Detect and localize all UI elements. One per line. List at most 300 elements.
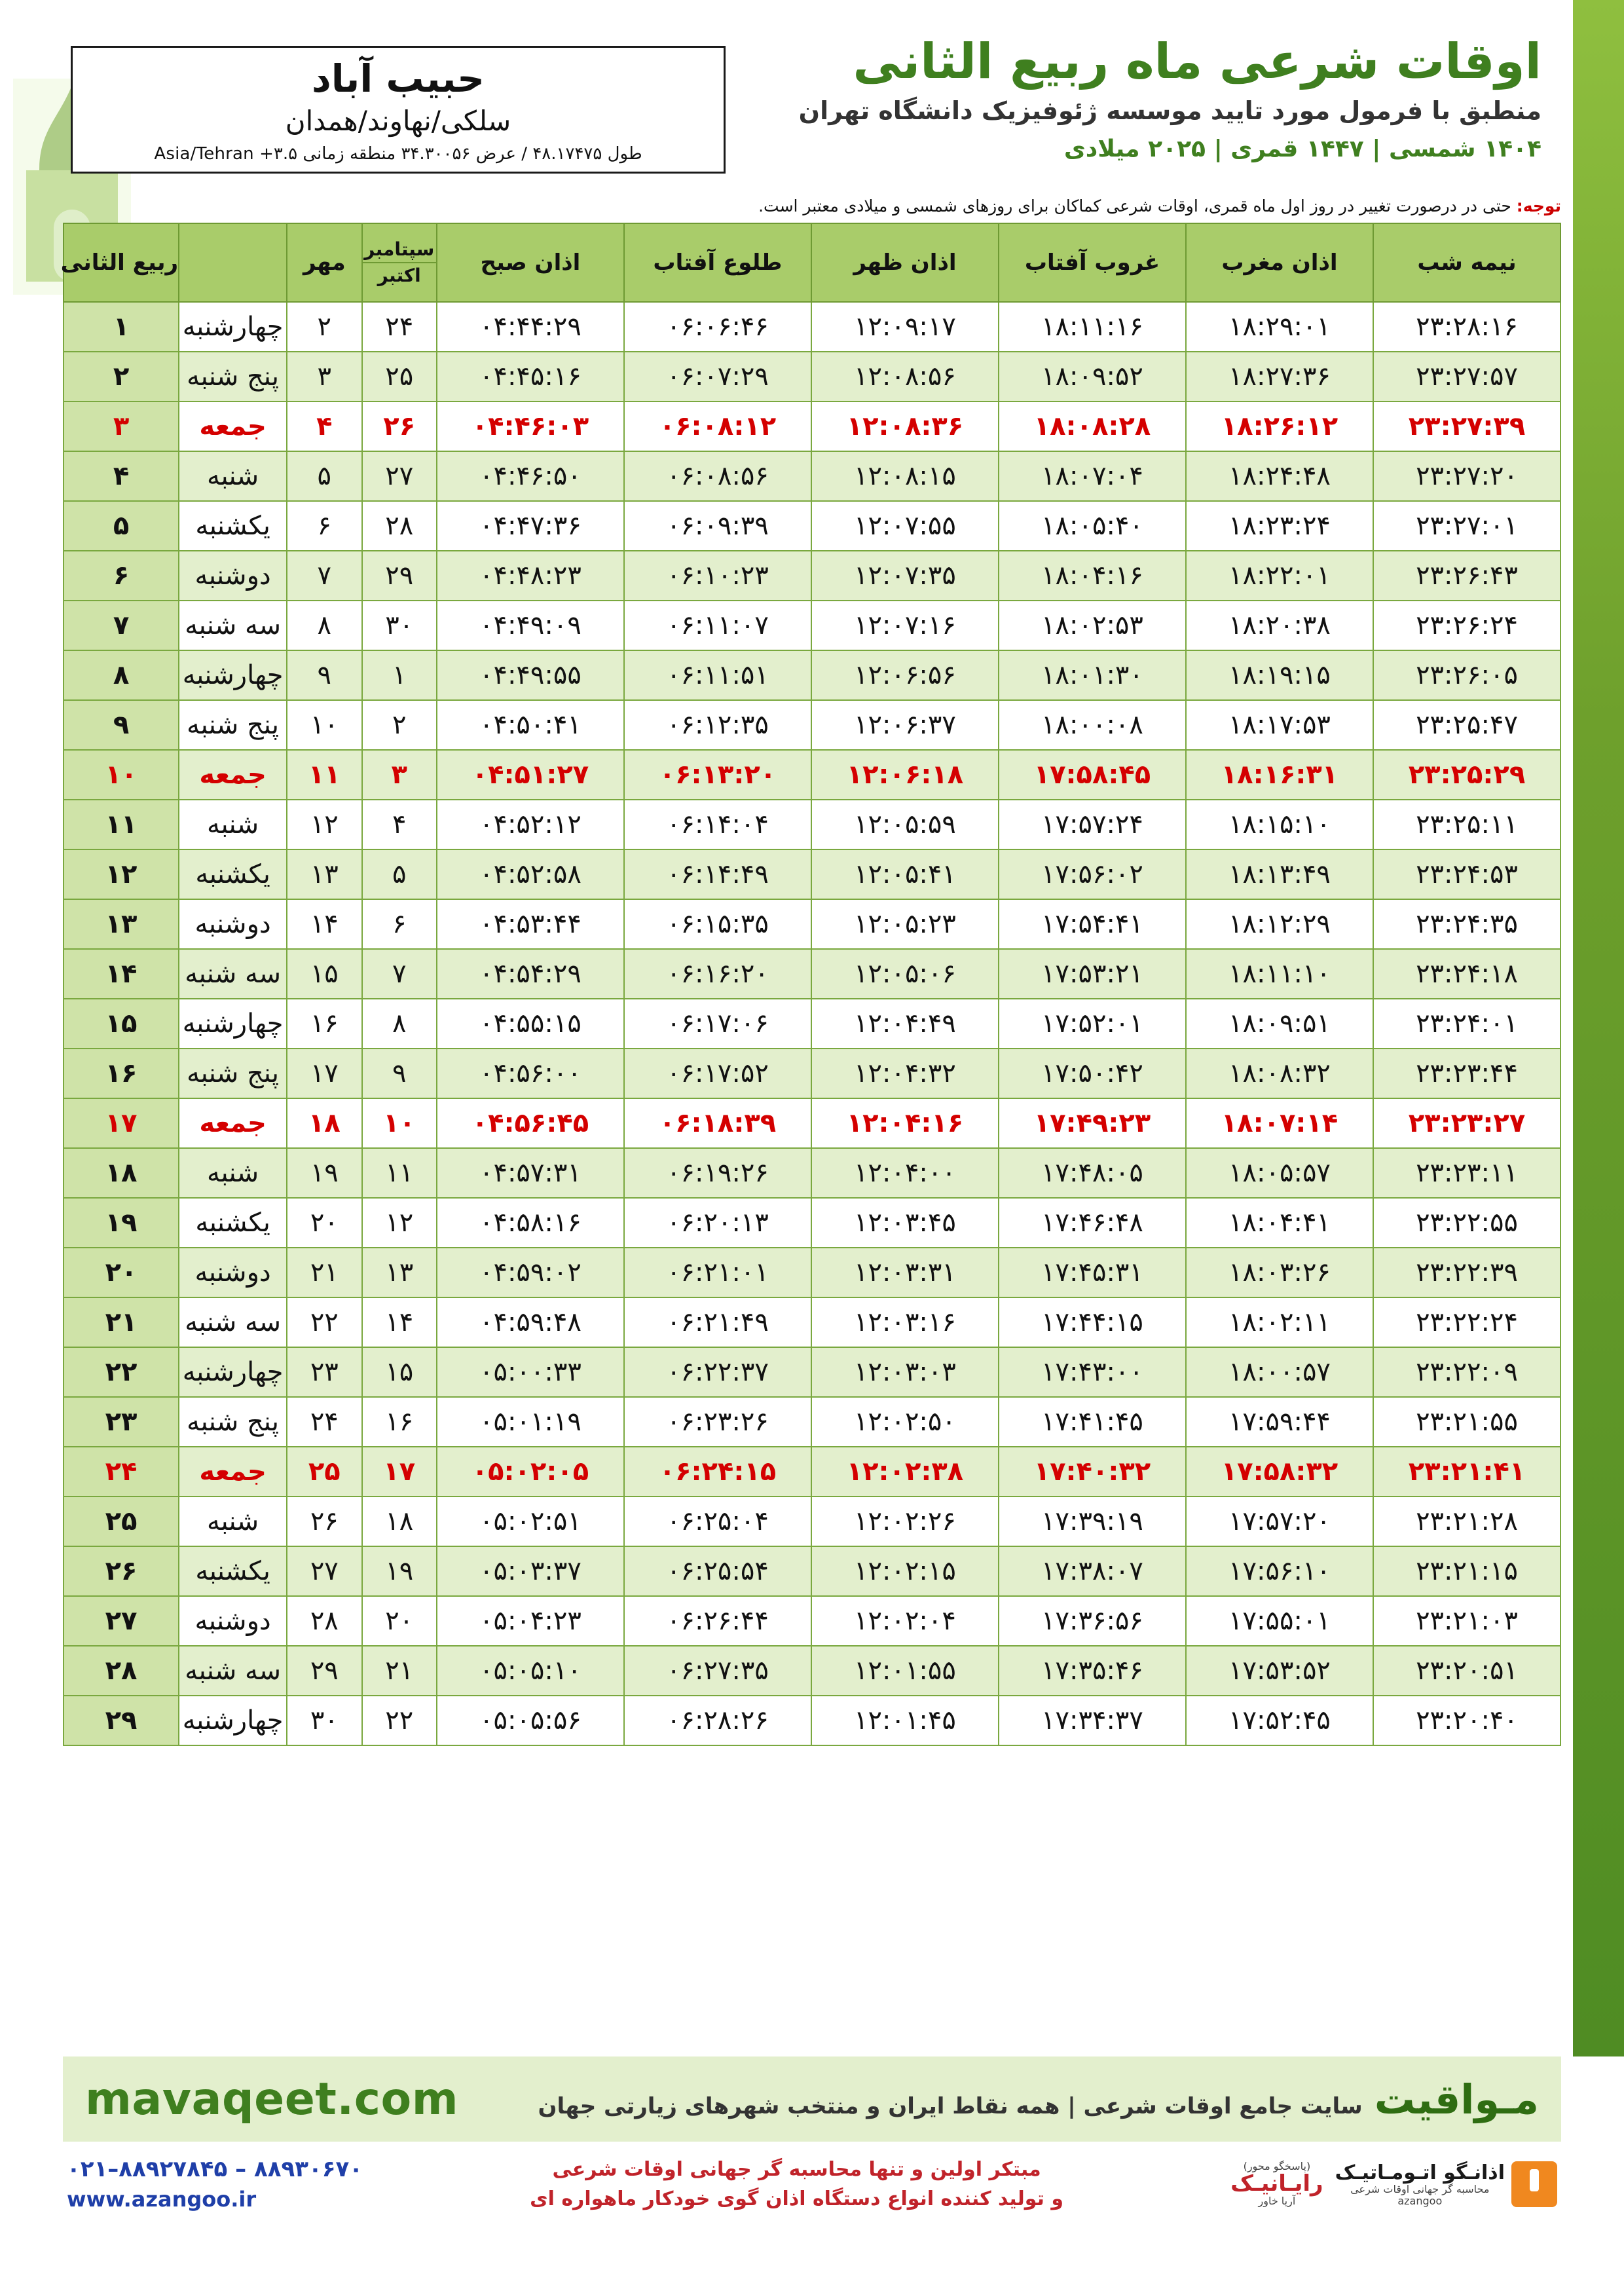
cell-dhuhr: ۱۲:۰۵:۴۱ (811, 849, 999, 899)
cell-midnight: ۲۳:۲۱:۰۳ (1373, 1596, 1560, 1646)
cell-rabi-day: ۱۸ (64, 1148, 179, 1198)
cell-gregorian-day: ۱ (362, 650, 437, 700)
cell-midnight: ۲۳:۲۷:۵۷ (1373, 352, 1560, 401)
cell-rabi-day: ۲۰ (64, 1248, 179, 1297)
cell-mehr-day: ۲۶ (287, 1497, 361, 1546)
cell-maghrib: ۱۸:۰۸:۳۲ (1186, 1049, 1373, 1098)
calendar-years: ۱۴۰۴ شمسی | ۱۴۴۷ قمری | ۲۰۲۵ میلادی (1063, 136, 1541, 163)
cell-maghrib: ۱۸:۰۲:۱۱ (1186, 1297, 1373, 1347)
cell-dhuhr: ۱۲:۰۷:۱۶ (811, 601, 999, 650)
cell-mehr-day: ۱۲ (287, 800, 361, 849)
cell-gregorian-day: ۱۵ (362, 1347, 437, 1397)
cell-midnight: ۲۳:۲۴:۰۱ (1373, 999, 1560, 1049)
cell-dhuhr: ۱۲:۰۷:۵۵ (811, 501, 999, 551)
cell-fajr: ۰۴:۵۹:۴۸ (437, 1297, 624, 1347)
cell-midnight: ۲۳:۲۱:۲۸ (1373, 1497, 1560, 1546)
table-row (64, 1148, 1560, 1198)
cell-weekday: شنبه (179, 1148, 287, 1198)
cell-sunset: ۱۸:۰۲:۵۳ (999, 601, 1186, 650)
cell-weekday: شنبه (179, 800, 287, 849)
cell-fajr: ۰۵:۰۵:۱۰ (437, 1646, 624, 1696)
cell-midnight: ۲۳:۲۲:۵۵ (1373, 1198, 1560, 1248)
cell-rabi-day: ۱۵ (64, 999, 179, 1049)
cell-weekday: جمعه (179, 1447, 287, 1497)
azangoo-logo-text (1335, 2162, 1505, 2206)
brand-name-fa: مـواقیت (1374, 2075, 1539, 2123)
cell-sunrise: ۰۶:۰۷:۲۹ (624, 352, 811, 401)
cell-maghrib: ۱۸:۱۶:۳۱ (1186, 750, 1373, 800)
cell-fajr: ۰۴:۵۳:۴۴ (437, 899, 624, 949)
cell-maghrib: ۱۷:۵۲:۴۵ (1186, 1696, 1373, 1745)
cell-dhuhr: ۱۲:۰۲:۱۵ (811, 1546, 999, 1596)
contact-website[interactable]: www.azangoo.ir (67, 2187, 257, 2212)
cell-fajr: ۰۴:۴۹:۰۹ (437, 601, 624, 650)
cell-sunset: ۱۸:۱۱:۱۶ (999, 302, 1186, 352)
cell-midnight: ۲۳:۲۶:۲۴ (1373, 601, 1560, 650)
brand-tagline: سایت جامع اوقات شرعی | همه نقاط ایران و منتخب شهرهای زیارتی جهان (538, 2093, 1363, 2119)
cell-weekday: دوشنبه (179, 1596, 287, 1646)
cell-rabi-day: ۵ (64, 501, 179, 551)
title-block (703, 35, 1541, 162)
cell-midnight: ۲۳:۲۰:۴۰ (1373, 1696, 1560, 1745)
cell-sunset: ۱۷:۵۳:۲۱ (999, 949, 1186, 999)
cell-midnight: ۲۳:۲۳:۴۴ (1373, 1049, 1560, 1098)
cell-mehr-day: ۱۷ (287, 1049, 361, 1098)
cell-sunset: ۱۷:۴۶:۴۸ (999, 1198, 1186, 1248)
cell-midnight: ۲۳:۲۸:۱۶ (1373, 302, 1560, 352)
cell-mehr-day: ۸ (287, 601, 361, 650)
note-line (63, 196, 1561, 215)
cell-midnight: ۲۳:۲۳:۱۱ (1373, 1148, 1560, 1198)
cell-fajr: ۰۵:۰۲:۵۱ (437, 1497, 624, 1546)
cell-sunrise: ۰۶:۲۱:۴۹ (624, 1297, 811, 1347)
cell-maghrib: ۱۷:۵۷:۲۰ (1186, 1497, 1373, 1546)
cell-rabi-day: ۱۷ (64, 1098, 179, 1148)
table-row (64, 1297, 1560, 1347)
note-text: حتی در درصورت تغییر در روز اول ماه قمری، اوقات شرعی کماکان برای روزهای شمسی و میلادی معتبر است. (758, 196, 1517, 215)
cell-gregorian-day: ۱۱ (362, 1148, 437, 1198)
cell-dhuhr: ۱۲:۰۸:۳۶ (811, 401, 999, 451)
cell-rabi-day: ۱۹ (64, 1198, 179, 1248)
cell-rabi-day: ۲۷ (64, 1596, 179, 1646)
cell-fajr: ۰۵:۰۴:۲۳ (437, 1596, 624, 1646)
cell-gregorian-day: ۲۰ (362, 1596, 437, 1646)
cell-sunset: ۱۷:۳۶:۵۶ (999, 1596, 1186, 1646)
cell-sunrise: ۰۶:۲۶:۴۴ (624, 1596, 811, 1646)
cell-mehr-day: ۲ (287, 302, 361, 352)
page-title: اوقات شرعی ماه ربیع الثانی (853, 33, 1541, 90)
cell-sunrise: ۰۶:۰۸:۱۲ (624, 401, 811, 451)
city-coordinates: طول ۴۸.۱۷۴۷۵ / عرض ۳۴.۳۰۰۵۶ منطقه زمانی ۳.۵+ Asia/Tehran (154, 144, 642, 164)
footer-contact (67, 2154, 363, 2214)
table-row (64, 1098, 1560, 1148)
prayer-times-table (60, 223, 1561, 1746)
cell-mehr-day: ۶ (287, 501, 361, 551)
col-header-sunrise: طلوع آفتاب (624, 223, 811, 302)
cell-maghrib: ۱۸:۰۳:۲۶ (1186, 1248, 1373, 1297)
cell-maghrib: ۱۸:۰۷:۱۴ (1186, 1098, 1373, 1148)
col-header-rabi-althani: ربیع الثانی (64, 223, 179, 302)
cell-gregorian-day: ۵ (362, 849, 437, 899)
table-row (64, 601, 1560, 650)
city-info-box (71, 46, 726, 174)
cell-fajr: ۰۴:۵۶:۰۰ (437, 1049, 624, 1098)
table-row (64, 999, 1560, 1049)
city-region: سلکی/نهاوند/همدان (285, 104, 511, 137)
cell-mehr-day: ۳۰ (287, 1696, 361, 1745)
cell-mehr-day: ۹ (287, 650, 361, 700)
cell-sunrise: ۰۶:۱۲:۳۵ (624, 700, 811, 750)
cell-maghrib: ۱۷:۵۸:۳۲ (1186, 1447, 1373, 1497)
cell-sunrise: ۰۶:۱۴:۴۹ (624, 849, 811, 899)
cell-maghrib: ۱۷:۵۶:۱۰ (1186, 1546, 1373, 1596)
cell-midnight: ۲۳:۲۰:۵۱ (1373, 1646, 1560, 1696)
footer-desc-line1: مبتکر اولین و تنها محاسبه گر جهانی اوقات شرعی (552, 2158, 1041, 2181)
cell-sunset: ۱۸:۰۵:۴۰ (999, 501, 1186, 551)
decorative-right-strip (1573, 0, 1624, 2056)
cell-rabi-day: ۱ (64, 302, 179, 352)
cell-gregorian-day: ۹ (362, 1049, 437, 1098)
col-header-fajr: اذان صبح (437, 223, 624, 302)
cell-sunset: ۱۷:۴۵:۳۱ (999, 1248, 1186, 1297)
cell-fajr: ۰۴:۴۷:۳۶ (437, 501, 624, 551)
cell-fajr: ۰۵:۰۱:۱۹ (437, 1397, 624, 1447)
cell-fajr: ۰۴:۵۰:۴۱ (437, 700, 624, 750)
cell-maghrib: ۱۸:۲۰:۳۸ (1186, 601, 1373, 650)
cell-dhuhr: ۱۲:۰۸:۱۵ (811, 451, 999, 501)
cell-dhuhr: ۱۲:۰۲:۵۰ (811, 1397, 999, 1447)
cell-sunset: ۱۸:۰۱:۳۰ (999, 650, 1186, 700)
cell-fajr: ۰۴:۴۵:۱۶ (437, 352, 624, 401)
cell-weekday: چهارشنبه (179, 999, 287, 1049)
cell-weekday: چهارشنبه (179, 650, 287, 700)
cell-sunset: ۱۸:۰۰:۰۸ (999, 700, 1186, 750)
cell-rabi-day: ۲۴ (64, 1447, 179, 1497)
cell-weekday: شنبه (179, 451, 287, 501)
cell-midnight: ۲۳:۲۴:۳۵ (1373, 899, 1560, 949)
cell-weekday: یکشنبه (179, 1546, 287, 1596)
cell-dhuhr: ۱۲:۰۵:۵۹ (811, 800, 999, 849)
cell-dhuhr: ۱۲:۰۸:۵۶ (811, 352, 999, 401)
cell-rabi-day: ۱۶ (64, 1049, 179, 1098)
cell-dhuhr: ۱۲:۰۳:۴۵ (811, 1198, 999, 1248)
cell-maghrib: ۱۷:۵۹:۴۴ (1186, 1397, 1373, 1447)
cell-rabi-day: ۲ (64, 352, 179, 401)
cell-rabi-day: ۲۳ (64, 1397, 179, 1447)
cell-midnight: ۲۳:۲۱:۴۱ (1373, 1447, 1560, 1497)
table-row (64, 1696, 1560, 1745)
cell-gregorian-day: ۲۲ (362, 1696, 437, 1745)
cell-dhuhr: ۱۲:۰۹:۱۷ (811, 302, 999, 352)
cell-weekday: چهارشنبه (179, 1696, 287, 1745)
footer-description (363, 2155, 1230, 2214)
cell-maghrib: ۱۸:۲۹:۰۱ (1186, 302, 1373, 352)
cell-midnight: ۲۳:۲۲:۰۹ (1373, 1347, 1560, 1397)
cell-dhuhr: ۱۲:۰۲:۳۸ (811, 1447, 999, 1497)
footer-brand-bar (63, 2056, 1561, 2142)
cell-gregorian-day: ۳۰ (362, 601, 437, 650)
cell-mehr-day: ۱۹ (287, 1148, 361, 1198)
cell-dhuhr: ۱۲:۰۷:۳۵ (811, 551, 999, 601)
cell-weekday: جمعه (179, 1098, 287, 1148)
cell-sunrise: ۰۶:۰۶:۴۶ (624, 302, 811, 352)
cell-weekday: جمعه (179, 750, 287, 800)
cell-sunset: ۱۸:۰۷:۰۴ (999, 451, 1186, 501)
cell-sunset: ۱۷:۴۱:۴۵ (999, 1397, 1186, 1447)
cell-dhuhr: ۱۲:۰۶:۱۸ (811, 750, 999, 800)
cell-sunrise: ۰۶:۲۵:۰۴ (624, 1497, 811, 1546)
cell-midnight: ۲۳:۲۱:۱۵ (1373, 1546, 1560, 1596)
cell-weekday: دوشنبه (179, 551, 287, 601)
col-header-gregorian (362, 223, 437, 302)
cell-weekday: پنج شنبه (179, 700, 287, 750)
cell-sunrise: ۰۶:۱۸:۳۹ (624, 1098, 811, 1148)
cell-mehr-day: ۲۷ (287, 1546, 361, 1596)
cell-mehr-day: ۲۸ (287, 1596, 361, 1646)
prayer-times-table-wrap (60, 223, 1561, 1746)
cell-dhuhr: ۱۲:۰۳:۱۶ (811, 1297, 999, 1347)
col-header-sunset: غروب آفتاب (999, 223, 1186, 302)
cell-midnight: ۲۳:۲۷:۲۰ (1373, 451, 1560, 501)
cell-rabi-day: ۶ (64, 551, 179, 601)
cell-fajr: ۰۵:۰۲:۰۵ (437, 1447, 624, 1497)
cell-sunset: ۱۷:۴۴:۱۵ (999, 1297, 1186, 1347)
cell-dhuhr: ۱۲:۰۵:۲۳ (811, 899, 999, 949)
cell-midnight: ۲۳:۲۴:۱۸ (1373, 949, 1560, 999)
cell-sunset: ۱۸:۰۹:۵۲ (999, 352, 1186, 401)
cell-gregorian-day: ۱۴ (362, 1297, 437, 1347)
cell-weekday: جمعه (179, 401, 287, 451)
cell-gregorian-day: ۱۰ (362, 1098, 437, 1148)
cell-mehr-day: ۲۹ (287, 1646, 361, 1696)
cell-midnight: ۲۳:۲۷:۳۹ (1373, 401, 1560, 451)
cell-fajr: ۰۴:۴۶:۵۰ (437, 451, 624, 501)
cell-gregorian-day: ۲۷ (362, 451, 437, 501)
cell-sunrise: ۰۶:۲۸:۲۶ (624, 1696, 811, 1745)
cell-mehr-day: ۴ (287, 401, 361, 451)
cell-maghrib: ۱۸:۱۵:۱۰ (1186, 800, 1373, 849)
cell-sunrise: ۰۶:۱۷:۵۲ (624, 1049, 811, 1098)
cell-fajr: ۰۴:۵۲:۵۸ (437, 849, 624, 899)
table-body (64, 302, 1560, 1745)
page-header (63, 35, 1561, 193)
cell-gregorian-day: ۲ (362, 700, 437, 750)
col-header-mehr: مهر (287, 223, 361, 302)
cell-sunset: ۱۷:۴۳:۰۰ (999, 1347, 1186, 1397)
cell-sunset: ۱۷:۳۵:۴۶ (999, 1646, 1186, 1696)
cell-rabi-day: ۱۰ (64, 750, 179, 800)
cell-rabi-day: ۱۲ (64, 849, 179, 899)
cell-maghrib: ۱۸:۰۰:۵۷ (1186, 1347, 1373, 1397)
cell-weekday: یکشنبه (179, 501, 287, 551)
col-header-october: اکتبر (363, 262, 436, 288)
table-row (64, 849, 1560, 899)
cell-maghrib: ۱۸:۱۲:۲۹ (1186, 899, 1373, 949)
cell-sunrise: ۰۶:۱۹:۲۶ (624, 1148, 811, 1198)
cell-sunrise: ۰۶:۲۳:۲۶ (624, 1397, 811, 1447)
cell-fajr: ۰۴:۴۸:۲۳ (437, 551, 624, 601)
rayaneek-name-fa: رایـانیـک (1230, 2170, 1323, 2197)
decorative-strip-gap (1561, 0, 1573, 2056)
cell-gregorian-day: ۱۷ (362, 1447, 437, 1497)
cell-sunset: ۱۷:۴۹:۲۳ (999, 1098, 1186, 1148)
cell-mehr-day: ۱۸ (287, 1098, 361, 1148)
cell-fajr: ۰۴:۴۴:۲۹ (437, 302, 624, 352)
cell-rabi-day: ۱۴ (64, 949, 179, 999)
cell-dhuhr: ۱۲:۰۶:۳۷ (811, 700, 999, 750)
cell-mehr-day: ۳ (287, 352, 361, 401)
cell-dhuhr: ۱۲:۰۶:۵۶ (811, 650, 999, 700)
cell-gregorian-day: ۴ (362, 800, 437, 849)
cell-midnight: ۲۳:۲۶:۰۵ (1373, 650, 1560, 700)
cell-rabi-day: ۳ (64, 401, 179, 451)
cell-dhuhr: ۱۲:۰۲:۰۴ (811, 1596, 999, 1646)
cell-rabi-day: ۹ (64, 700, 179, 750)
cell-sunrise: ۰۶:۱۶:۲۰ (624, 949, 811, 999)
cell-sunrise: ۰۶:۱۰:۲۳ (624, 551, 811, 601)
cell-gregorian-day: ۱۹ (362, 1546, 437, 1596)
cell-mehr-day: ۱۳ (287, 849, 361, 899)
cell-fajr: ۰۴:۵۸:۱۶ (437, 1198, 624, 1248)
table-row (64, 899, 1560, 949)
cell-fajr: ۰۴:۵۷:۳۱ (437, 1148, 624, 1198)
cell-dhuhr: ۱۲:۰۴:۳۲ (811, 1049, 999, 1098)
cell-dhuhr: ۱۲:۰۴:۱۶ (811, 1098, 999, 1148)
cell-midnight: ۲۳:۲۴:۵۳ (1373, 849, 1560, 899)
city-name: حبیب آباد (312, 56, 485, 101)
cell-dhuhr: ۱۲:۰۴:۴۹ (811, 999, 999, 1049)
table-row (64, 551, 1560, 601)
cell-sunset: ۱۷:۴۸:۰۵ (999, 1148, 1186, 1198)
cell-fajr: ۰۴:۵۹:۰۲ (437, 1248, 624, 1297)
cell-sunrise: ۰۶:۱۵:۳۵ (624, 899, 811, 949)
cell-sunrise: ۰۶:۲۷:۳۵ (624, 1646, 811, 1696)
cell-weekday: سه شنبه (179, 1297, 287, 1347)
cell-mehr-day: ۱۴ (287, 899, 361, 949)
cell-gregorian-day: ۲۹ (362, 551, 437, 601)
cell-maghrib: ۱۸:۲۶:۱۲ (1186, 401, 1373, 451)
azangoo-subtitle: محاسبه گر جهانی اوقات شرعی (1350, 2182, 1490, 2195)
table-row (64, 1397, 1560, 1447)
cell-sunrise: ۰۶:۱۳:۲۰ (624, 750, 811, 800)
cell-weekday: سه شنبه (179, 1646, 287, 1696)
cell-rabi-day: ۲۲ (64, 1347, 179, 1397)
cell-maghrib: ۱۸:۰۵:۵۷ (1186, 1148, 1373, 1198)
cell-maghrib: ۱۷:۵۵:۰۱ (1186, 1596, 1373, 1646)
page-footer (63, 2056, 1561, 2220)
cell-sunrise: ۰۶:۲۴:۱۵ (624, 1447, 811, 1497)
cell-weekday: چهارشنبه (179, 1347, 287, 1397)
cell-weekday: پنج شنبه (179, 352, 287, 401)
cell-maghrib: ۱۸:۱۱:۱۰ (1186, 949, 1373, 999)
cell-weekday: دوشنبه (179, 899, 287, 949)
cell-sunrise: ۰۶:۱۱:۵۱ (624, 650, 811, 700)
contact-phone: ۰۲۱–۸۸۹۲۷۸۴۵ – ۸۸۹۳۰۶۷۰ (67, 2155, 363, 2182)
azangoo-name-latin: azangoo (1397, 2194, 1443, 2207)
table-row (64, 650, 1560, 700)
cell-gregorian-day: ۳ (362, 750, 437, 800)
table-row (64, 949, 1560, 999)
cell-weekday: سه شنبه (179, 949, 287, 999)
rayaneek-sub2: آریا خاور (1258, 2194, 1296, 2207)
cell-maghrib: ۱۸:۲۳:۲۴ (1186, 501, 1373, 551)
cell-gregorian-day: ۲۸ (362, 501, 437, 551)
cell-midnight: ۲۳:۲۲:۲۴ (1373, 1297, 1560, 1347)
cell-sunrise: ۰۶:۲۰:۱۳ (624, 1198, 811, 1248)
table-row (64, 1248, 1560, 1297)
cell-sunrise: ۰۶:۰۹:۳۹ (624, 501, 811, 551)
brand-website-link[interactable]: mavaqeet.com (85, 2073, 459, 2125)
cell-midnight: ۲۳:۲۵:۱۱ (1373, 800, 1560, 849)
cell-fajr: ۰۴:۴۹:۵۵ (437, 650, 624, 700)
cell-maghrib: ۱۸:۱۹:۱۵ (1186, 650, 1373, 700)
cell-mehr-day: ۱۰ (287, 700, 361, 750)
cell-midnight: ۲۳:۲۷:۰۱ (1373, 501, 1560, 551)
cell-rabi-day: ۲۹ (64, 1696, 179, 1745)
cell-midnight: ۲۳:۲۵:۴۷ (1373, 700, 1560, 750)
footer-logos (1230, 2161, 1557, 2207)
cell-rabi-day: ۷ (64, 601, 179, 650)
cell-sunset: ۱۷:۵۲:۰۱ (999, 999, 1186, 1049)
cell-sunset: ۱۷:۳۹:۱۹ (999, 1497, 1186, 1546)
cell-sunset: ۱۷:۵۰:۴۲ (999, 1049, 1186, 1098)
cell-mehr-day: ۲۳ (287, 1347, 361, 1397)
cell-gregorian-day: ۸ (362, 999, 437, 1049)
cell-rabi-day: ۲۵ (64, 1497, 179, 1546)
cell-maghrib: ۱۸:۰۹:۵۱ (1186, 999, 1373, 1049)
cell-sunrise: ۰۶:۲۲:۳۷ (624, 1347, 811, 1397)
table-row (64, 700, 1560, 750)
cell-weekday: پنج شنبه (179, 1049, 287, 1098)
cell-rabi-day: ۱۱ (64, 800, 179, 849)
cell-dhuhr: ۱۲:۰۲:۲۶ (811, 1497, 999, 1546)
cell-gregorian-day: ۱۲ (362, 1198, 437, 1248)
cell-rabi-day: ۲۶ (64, 1546, 179, 1596)
cell-rabi-day: ۲۱ (64, 1297, 179, 1347)
cell-gregorian-day: ۲۴ (362, 302, 437, 352)
cell-midnight: ۲۳:۲۱:۵۵ (1373, 1397, 1560, 1447)
cell-rabi-day: ۸ (64, 650, 179, 700)
cell-gregorian-day: ۲۶ (362, 401, 437, 451)
cell-sunset: ۱۸:۰۸:۲۸ (999, 401, 1186, 451)
table-row (64, 302, 1560, 352)
col-header-midnight: نیمه شب (1373, 223, 1560, 302)
cell-fajr: ۰۴:۵۲:۱۲ (437, 800, 624, 849)
cell-sunset: ۱۷:۴۰:۳۲ (999, 1447, 1186, 1497)
cell-gregorian-day: ۲۱ (362, 1646, 437, 1696)
cell-weekday: یکشنبه (179, 849, 287, 899)
table-row (64, 1497, 1560, 1546)
cell-fajr: ۰۵:۰۵:۵۶ (437, 1696, 624, 1745)
cell-sunset: ۱۷:۳۸:۰۷ (999, 1546, 1186, 1596)
table-row (64, 501, 1560, 551)
cell-maghrib: ۱۸:۱۳:۴۹ (1186, 849, 1373, 899)
cell-weekday: یکشنبه (179, 1198, 287, 1248)
cell-fajr: ۰۴:۵۴:۲۹ (437, 949, 624, 999)
cell-rabi-day: ۲۸ (64, 1646, 179, 1696)
cell-gregorian-day: ۱۶ (362, 1397, 437, 1447)
cell-sunset: ۱۷:۵۸:۴۵ (999, 750, 1186, 800)
col-header-dhuhr: اذان ظهر (811, 223, 999, 302)
col-header-weekday (179, 223, 287, 302)
cell-gregorian-day: ۱۸ (362, 1497, 437, 1546)
col-header-september: سپتامبر (364, 238, 435, 261)
table-row (64, 1347, 1560, 1397)
cell-mehr-day: ۱۱ (287, 750, 361, 800)
cell-gregorian-day: ۲۵ (362, 352, 437, 401)
cell-mehr-day: ۲۵ (287, 1447, 361, 1497)
brand-block (538, 2075, 1539, 2123)
